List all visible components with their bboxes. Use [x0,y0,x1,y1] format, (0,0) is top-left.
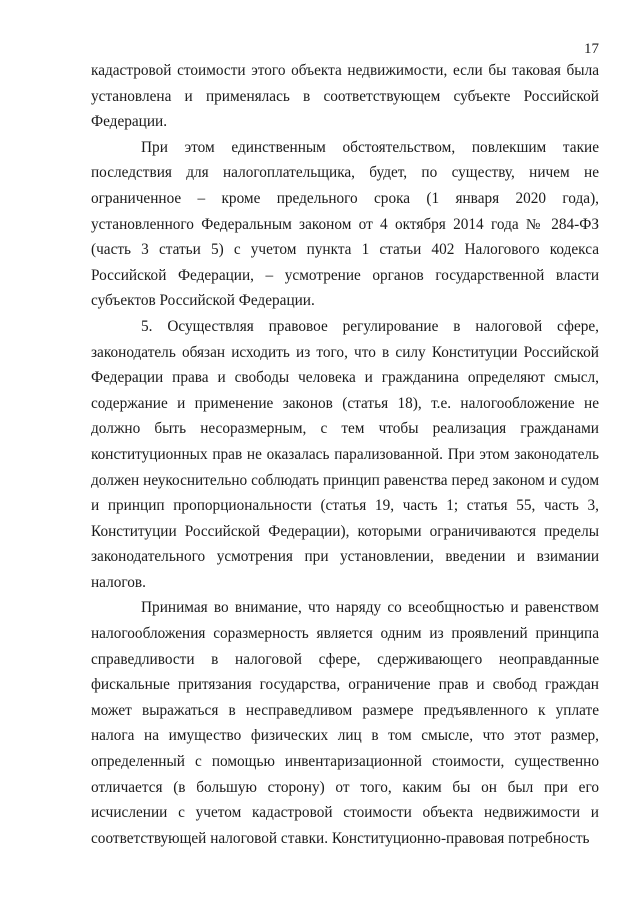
paragraph-item-5: 5. Осуществляя правовое регулирование в налоговой сфере, законодатель обязан исходить из того, что в силу Конституции Российской Федерации права и свободы человека и гражданина определяют смысл, содержание и применение законов (статья 18), т.е. налогообложение не должно быть несоразмерным, с тем чтобы реализация гражданами конституционных прав не оказалась парализованной. При этом законодатель должен неукоснительно соблюдать принцип равенства перед законом и судом и принцип пропорциональности (статья 19, часть 1; статья 55, часть 3, Конституции Российской Федерации), которыми ограничиваются пределы законодательного усмотрения при установлении, введении и взимании налогов. [91,317,599,591]
paragraph: При этом единственным обстоятельством, повлекшим такие последствия для налогоплательщика, будет, по существу, ничем не ограниченное – кроме предельного срока (1 января 2020 года), установленного Федеральным законом от 4 октября 2014 года № 284-ФЗ (часть 3 статьи 5) с учетом пункта 1 статьи 402 Налогового кодекса Российской Федерации, – усмотрение органов государственной власти субъектов Российской Федерации. [91,138,599,310]
paragraph-continuation: кадастровой стоимости этого объекта недвижимости, если бы таковая была установлена и применялась в соответствующем субъекте Российской Федерации. [91,62,599,131]
paragraph: Принимая во внимание, что наряду со всеобщностью и равенством налогообложения соразмерность является одним из проявлений принципа справедливости в налоговой сфере, сдерживающего неоправданные фискальные притязания государства, ограничение прав и свобод граждан может выражаться в несправедливом размере предъявленного к уплате налога на имущество физических лиц в том смысле, что этот размер, определенный с помощью инвентаризационной стоимости, существенно отличается (в большую сторону) от того, каким бы он был при его исчислении с учетом кадастровой стоимости объекта недвижимости и соответствующей налоговой ставки. Конституционно-правовая потребность [91,599,599,847]
page-number: 17 [584,41,599,57]
document-body [91,58,599,851]
